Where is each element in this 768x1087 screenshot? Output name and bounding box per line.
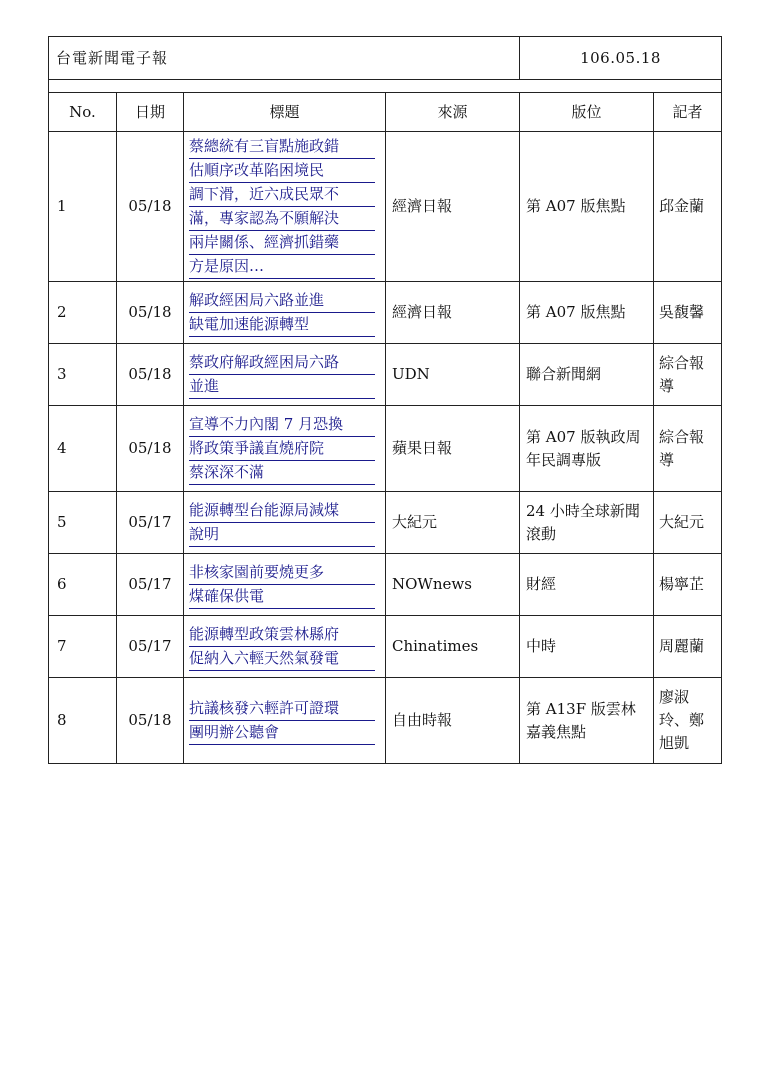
col-header-source: 來源 — [386, 93, 520, 132]
headline-line: 蔡深深不滿 — [189, 461, 375, 485]
headline-line: 缺電加速能源轉型 — [189, 313, 375, 337]
row-position: 第 A07 版焦點 — [520, 132, 654, 282]
headline-line: 團明辦公聽會 — [189, 721, 375, 745]
row-position: 聯合新聞網 — [520, 344, 654, 406]
document-date: 106.05.18 — [520, 37, 722, 80]
row-title-cell — [184, 678, 386, 764]
row-reporter: 大紀元 — [654, 492, 722, 554]
row-reporter: 綜合報導 — [654, 344, 722, 406]
headline-line: 促納入六輕天然氣發電 — [189, 647, 375, 671]
headline-line: 煤確保供電 — [189, 585, 375, 609]
row-date: 05/18 — [117, 132, 184, 282]
row-number: 6 — [49, 554, 117, 616]
row-position: 中時 — [520, 616, 654, 678]
row-source: NOWnews — [386, 554, 520, 616]
headline-line: 宣導不力內閣 7 月恐換 — [189, 413, 375, 437]
headline-link[interactable] — [189, 413, 381, 485]
headline-line: 說明 — [189, 523, 375, 547]
row-number: 5 — [49, 492, 117, 554]
headline-line: 滿，專家認為不願解決 — [189, 207, 375, 231]
table-row — [49, 282, 722, 344]
headline-line: 方是原因… — [189, 255, 375, 279]
row-title-cell — [184, 616, 386, 678]
row-date: 05/18 — [117, 406, 184, 492]
table-row — [49, 492, 722, 554]
headline-line: 蔡總統有三盲點施政錯 — [189, 135, 375, 159]
headline-line: 將政策爭議直燒府院 — [189, 437, 375, 461]
row-title-cell — [184, 132, 386, 282]
row-title-cell — [184, 554, 386, 616]
row-source: 經濟日報 — [386, 282, 520, 344]
headline-link[interactable] — [189, 351, 381, 399]
col-header-position: 版位 — [520, 93, 654, 132]
headline-line: 非核家園前要燒更多 — [189, 561, 375, 585]
document-title: 台電新聞電子報 — [49, 37, 520, 80]
row-date: 05/18 — [117, 678, 184, 764]
row-date: 05/18 — [117, 282, 184, 344]
table-row — [49, 344, 722, 406]
headline-line: 解政經困局六路並進 — [189, 289, 375, 313]
col-header-date: 日期 — [117, 93, 184, 132]
headline-line: 調下滑，近六成民眾不 — [189, 183, 375, 207]
row-title-cell — [184, 406, 386, 492]
news-table — [48, 36, 722, 764]
row-reporter: 吳馥馨 — [654, 282, 722, 344]
table-row — [49, 554, 722, 616]
row-reporter: 楊寧芷 — [654, 554, 722, 616]
row-position: 第 A07 版焦點 — [520, 282, 654, 344]
headline-line: 能源轉型台能源局減煤 — [189, 499, 375, 523]
row-reporter: 廖淑玲、鄭旭凱 — [654, 678, 722, 764]
news-sheet — [48, 36, 721, 764]
headline-line: 能源轉型政策雲林縣府 — [189, 623, 375, 647]
row-number: 2 — [49, 282, 117, 344]
row-number: 4 — [49, 406, 117, 492]
col-header-no: No. — [49, 93, 117, 132]
headline-link[interactable] — [189, 499, 381, 547]
row-source: UDN — [386, 344, 520, 406]
row-position: 24 小時全球新聞滾動 — [520, 492, 654, 554]
row-number: 8 — [49, 678, 117, 764]
row-source: 經濟日報 — [386, 132, 520, 282]
headline-line: 蔡政府解政經困局六路 — [189, 351, 375, 375]
spacer-row — [49, 80, 722, 93]
headline-link[interactable] — [189, 623, 381, 671]
row-date: 05/17 — [117, 616, 184, 678]
row-reporter: 邱金蘭 — [654, 132, 722, 282]
row-position: 財經 — [520, 554, 654, 616]
headline-line: 並進 — [189, 375, 375, 399]
row-title-cell — [184, 344, 386, 406]
row-reporter: 綜合報導 — [654, 406, 722, 492]
row-title-cell — [184, 492, 386, 554]
row-date: 05/17 — [117, 492, 184, 554]
news-rows — [49, 132, 722, 764]
row-reporter: 周麗蘭 — [654, 616, 722, 678]
row-date: 05/18 — [117, 344, 184, 406]
row-position: 第 A13F 版雲林嘉義焦點 — [520, 678, 654, 764]
row-number: 3 — [49, 344, 117, 406]
header-row — [49, 37, 722, 80]
row-position: 第 A07 版執政周年民調專版 — [520, 406, 654, 492]
column-header-row — [49, 93, 722, 132]
headline-link[interactable] — [189, 561, 381, 609]
headline-link[interactable] — [189, 697, 381, 745]
table-row — [49, 406, 722, 492]
row-number: 7 — [49, 616, 117, 678]
headline-line: 估順序改革陷困境民 — [189, 159, 375, 183]
headline-link[interactable] — [189, 289, 381, 337]
row-date: 05/17 — [117, 554, 184, 616]
col-header-title: 標題 — [184, 93, 386, 132]
row-source: Chinatimes — [386, 616, 520, 678]
table-row — [49, 616, 722, 678]
row-source: 蘋果日報 — [386, 406, 520, 492]
col-header-reporter: 記者 — [654, 93, 722, 132]
row-number: 1 — [49, 132, 117, 282]
row-source: 大紀元 — [386, 492, 520, 554]
row-title-cell — [184, 282, 386, 344]
table-row — [49, 678, 722, 764]
row-source: 自由時報 — [386, 678, 520, 764]
table-row — [49, 132, 722, 282]
headline-link[interactable] — [189, 135, 381, 279]
headline-line: 抗議核發六輕許可證環 — [189, 697, 375, 721]
headline-line: 兩岸關係、經濟抓錯藥 — [189, 231, 375, 255]
